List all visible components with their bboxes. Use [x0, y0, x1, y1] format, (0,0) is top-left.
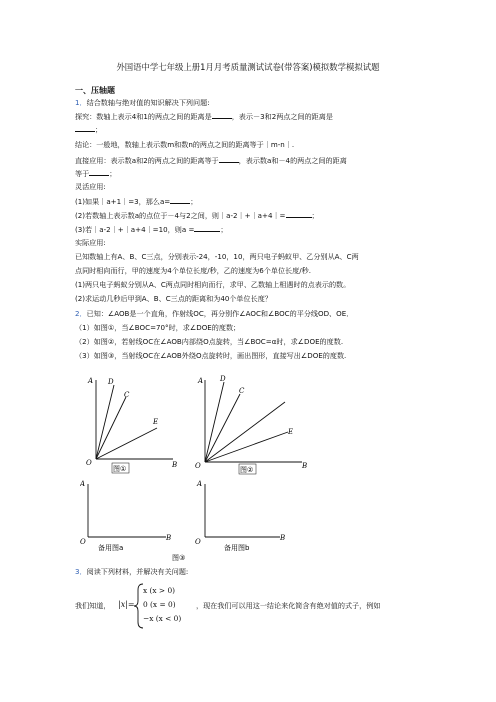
q2-number: 2． — [75, 309, 87, 318]
answer-blank — [219, 155, 239, 163]
answer-blank — [212, 111, 232, 119]
q1-practice-3: (1)两只电子蚂蚁分别从A、C两点同时相向而行，求甲、乙数轴上相遇时的点表示的数。 — [75, 280, 351, 289]
fig3a-caption: 备用图a — [98, 544, 124, 552]
q3-case-1: x (x > 0) — [143, 586, 176, 595]
q1-direct-text-c: 等于 — [75, 169, 90, 178]
figure-3a — [88, 484, 166, 537]
q3-lead: 我们知道， — [75, 601, 111, 610]
q1-explore-line — [75, 111, 333, 122]
answer-blank — [75, 124, 95, 132]
q1-explore-text-a: 探究：数轴上表示4和1的两点之间的距离是 — [75, 112, 212, 121]
q1-flex-1 — [75, 196, 197, 207]
q3-abs-expression: |x|= — [118, 600, 135, 609]
ray-OC — [96, 397, 126, 459]
q1-explore-line-2 — [75, 124, 102, 135]
q1-stem: 结合数轴与绝对值的知识解决下列问题: — [86, 98, 210, 107]
label-C: C — [124, 391, 130, 399]
q2-stem-line — [75, 309, 353, 319]
q1-direct-text-a: 直接应用：表示数a和2的两点之间的距离等于 — [75, 156, 219, 165]
q2-stem: 已知：∠AOB是一个直角，作射线OC，再分别作∠AOC和∠BOC的平分线OD、OE． — [86, 309, 354, 318]
section-heading: 一、压轴题 — [75, 86, 115, 95]
q3-stem: 阅读下列材料，并解决有关问题: — [86, 567, 189, 576]
q1-practice-4: (2)求运动几秒后甲到A、B、C三点的距离和为40个单位长度？ — [75, 294, 272, 303]
label-O: O — [80, 538, 86, 546]
q1-direct-end: ； — [109, 169, 117, 178]
q1-number: 1． — [75, 98, 87, 107]
figure-3b — [205, 484, 280, 537]
label-O: O — [195, 538, 201, 546]
label-D: D — [108, 378, 114, 386]
label-E: E — [153, 418, 159, 426]
label-A: A — [88, 377, 94, 385]
q1-conclusion: 结论：一般地，数轴上表示数m和数n的两点之间的距离等于｜m-n｜. — [75, 140, 295, 149]
q3-piecewise — [143, 584, 181, 626]
ray-OD — [96, 385, 114, 459]
label-B: B — [166, 534, 172, 542]
q1-practice-1: 已知数轴上有A、B、C三点，分别表示-24，-10，10，两只电子蚂蚁甲、乙分别从A、C两 — [75, 252, 359, 261]
fig2-caption: 图② — [240, 466, 254, 474]
fig3b-caption: 备用图b — [224, 544, 250, 552]
answer-blank — [286, 210, 312, 218]
ray-OE — [205, 432, 288, 462]
label-E: E — [288, 428, 294, 436]
fig1-caption: 图① — [113, 465, 127, 473]
answer-blank — [170, 196, 190, 204]
q2-part-2: （2）如图②，若射线OC在∠AOB内部绕O点旋转，当∠BOC=α时，求∠DOE的度数. — [75, 337, 344, 346]
q1-direct-line-2 — [75, 168, 116, 179]
q1-direct-text-b: ，表示数a和－4的两点之间的距离 — [238, 156, 347, 165]
q1-flex3-end: ； — [220, 225, 228, 234]
answer-blank — [194, 224, 220, 232]
q3-number: 3． — [75, 567, 87, 576]
q1-stem-line — [75, 98, 210, 108]
label-B: B — [280, 534, 286, 542]
fig3-caption: 图③ — [172, 554, 186, 562]
ray-OC — [205, 394, 240, 462]
answer-blank — [89, 168, 109, 176]
label-A: A — [197, 480, 203, 488]
ray-OE — [96, 428, 157, 459]
q2-part-1: （1）如图①，当∠BOC=70°时，求∠DOE的度数； — [75, 323, 241, 332]
q1-flex3-text: (3)若｜a-2｜+｜a+4｜=10，则a = — [75, 225, 195, 234]
q3-case-3: −x (x < 0) — [143, 614, 182, 623]
q1-direct-line — [75, 155, 347, 166]
q1-flex-3 — [75, 224, 227, 235]
q1-flex-2 — [75, 210, 319, 221]
label-O: O — [86, 459, 92, 467]
q1-flex-heading: 灵活应用: — [75, 182, 106, 191]
figure-1 — [96, 380, 173, 459]
q2-part-3: （3）如图③，当射线OC在∠AOB外绕O点旋转时，画出图形，直接写出∠DOE的度数. — [75, 351, 347, 360]
q3-trail: ，现在我们可以用这一结论来化简含有绝对值的式子，例如 — [196, 601, 381, 610]
q1-flex2-end: ； — [311, 211, 319, 220]
q3-case-2: 0 (x = 0) — [143, 600, 176, 609]
label-C: C — [239, 387, 245, 395]
q1-explore-text-b: ，表示－3和2两点之间的距离是 — [231, 112, 333, 121]
page-title: 外国语中学七年级上册1月月考质量测试试卷(带答案)模拟数学模拟试题 — [116, 62, 380, 72]
label-B: B — [172, 461, 178, 469]
label-B: B — [302, 462, 308, 470]
q3-stem-line — [75, 567, 188, 577]
q2-figures — [80, 372, 410, 572]
q1-practice-heading: 实际应用: — [75, 238, 106, 247]
label-A: A — [198, 377, 204, 385]
q1-explore-end: ； — [95, 125, 103, 134]
label-D: D — [220, 375, 226, 383]
q1-flex1-end: ； — [190, 197, 198, 206]
figure-2 — [205, 380, 302, 462]
q1-flex2-text: (2)若数轴上表示数a的点位于－4与2之间，则｜a-2｜+｜a+4｜= — [75, 211, 286, 220]
label-O: O — [195, 462, 201, 470]
q1-practice-2: 点同时相向而行，甲的速度为4个单位长度/秒，乙的速度为6个单位长度/秒. — [75, 266, 311, 275]
label-A: A — [80, 480, 86, 488]
q1-flex1-text: (1)如果｜a+1｜=3，那么a= — [75, 197, 171, 206]
